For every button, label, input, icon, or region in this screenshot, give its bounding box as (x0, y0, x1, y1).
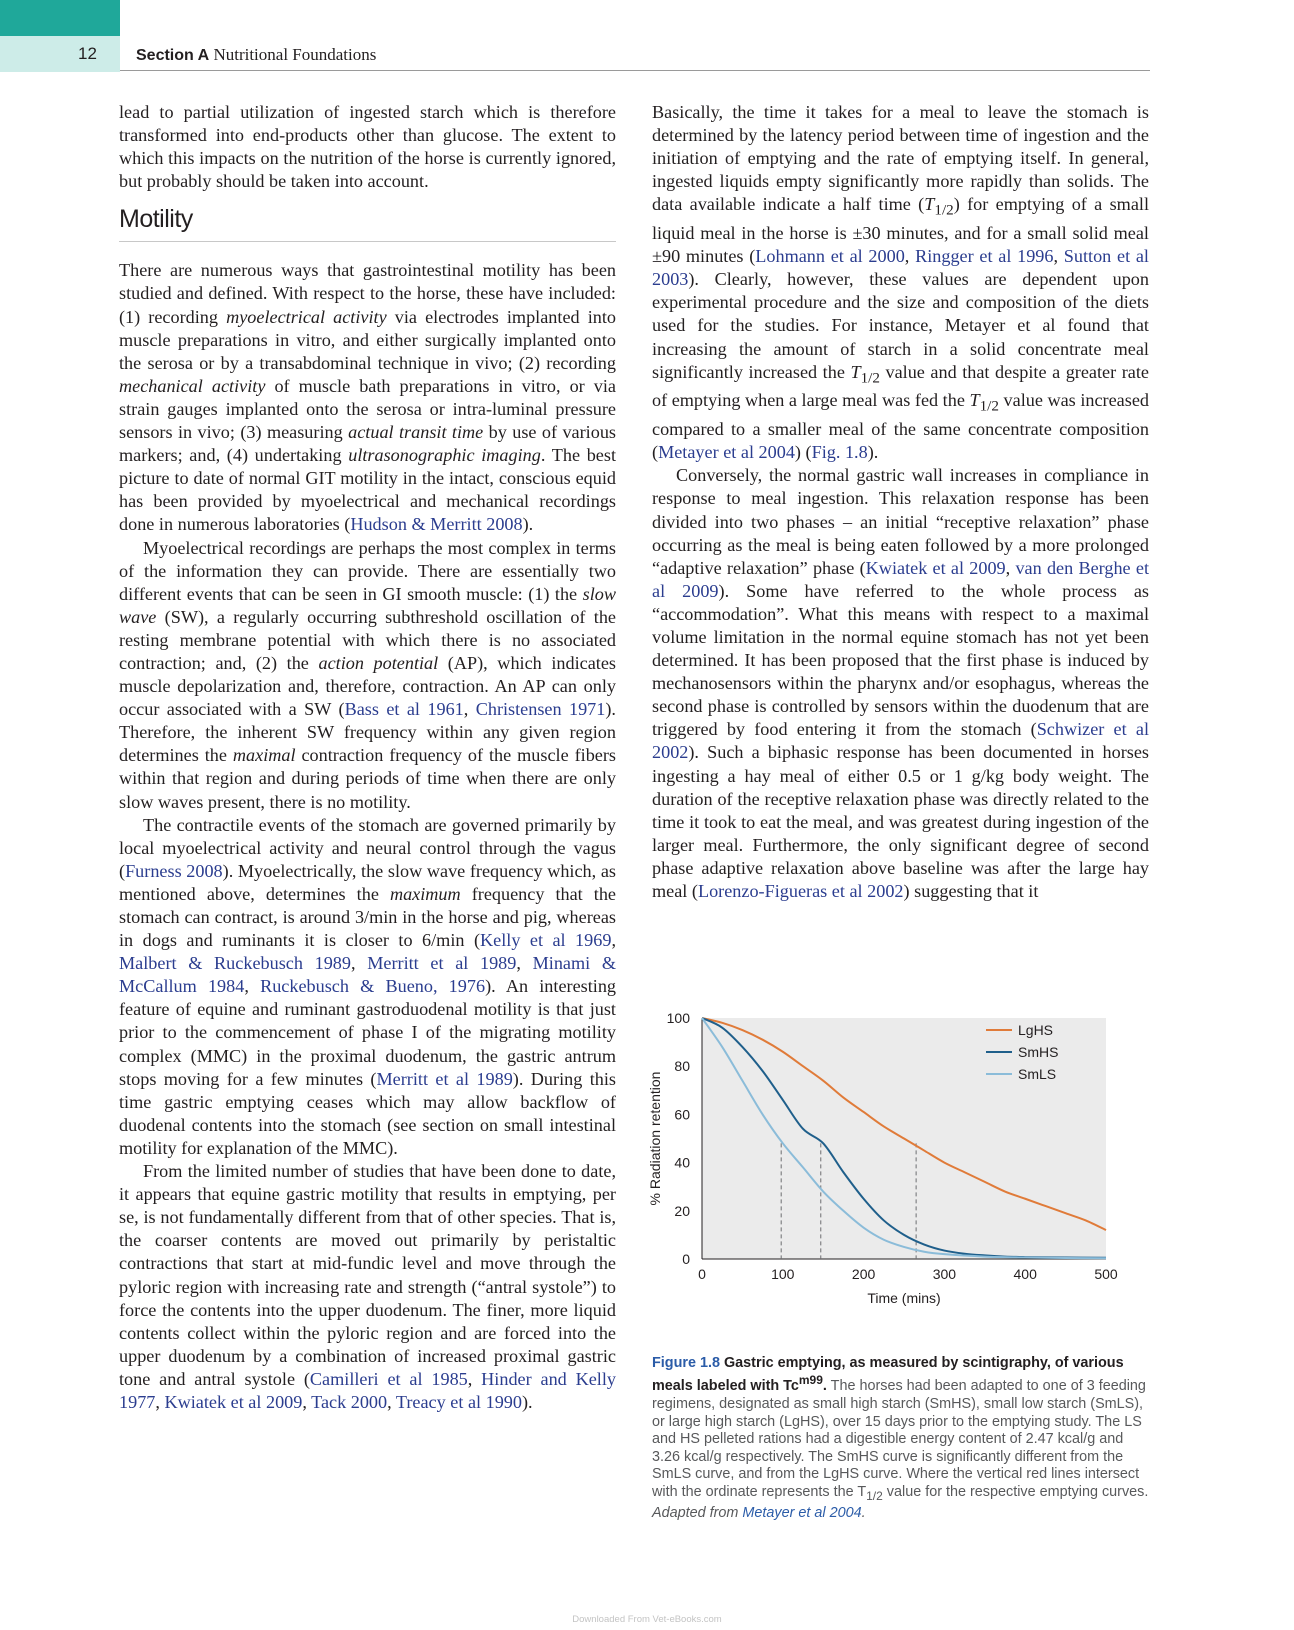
left-column (119, 101, 616, 1414)
paragraph-methods: There are numerous ways that gastrointestinal motility has been studied and defined. With respect to the horse, these have included: (1) recording myoelectrical activity via electrodes implanted into muscle preparations in vitro, and either surgically implanted onto the serosa or by a transabdominal technique in vivo; (2) recording mechanical activity of muscle bath preparations in vitro, or via strain gauges implanted onto the serosa or intra-luminal pressure sensors in vivo; (3) measuring actual transit time by use of various markers; and, (4) undertaking ultrasonographic imaging. The best picture to date of normal GIT motility in the intact, conscious equid has been provided by myoelectrical and mechanical recordings done in numerous laboratories (Hudson & Merritt 2008). (119, 260, 617, 535)
citation-link[interactable]: Kwiatek et al 2009 (865, 557, 1006, 578)
citation-link[interactable]: Bass et al 1961 (344, 699, 464, 720)
figure-link[interactable]: Fig. 1.8 (811, 442, 868, 463)
y-tick-label: 20 (674, 1202, 690, 1219)
header-page-tab (0, 36, 120, 72)
figure-source: Adapted from Metayer et al 2004. (652, 1505, 866, 1522)
legend-label: SmLS (1018, 1066, 1057, 1082)
intro-paragraph: lead to partial utilization of ingested starch which is therefore transformed into end-products other than glucose. The extent to which this impacts on the nutrition of the horse is currently ignored, but probably should be taken into account. (119, 102, 616, 192)
citation-link[interactable]: Metayer et al 2004 (742, 1505, 862, 1522)
citation-link[interactable]: Merritt et al 1989 (367, 953, 517, 974)
citation-link[interactable]: Merritt et al 1989 (376, 1068, 513, 1089)
header-rule (120, 70, 1150, 71)
citation-link[interactable]: Schwizer et al 2002 (652, 719, 1150, 763)
gastric-emptying-chart (646, 1006, 1146, 1346)
x-tick-label: 300 (932, 1266, 957, 1282)
y-tick-label: 80 (674, 1058, 690, 1075)
footer-watermark: Downloaded From Vet-eBooks.com (572, 1614, 722, 1625)
running-header (136, 45, 376, 65)
citation-link[interactable]: Hudson & Merritt 2008 (350, 514, 523, 535)
citation-link[interactable]: Kelly et al 1969 (480, 930, 612, 951)
figure-body: The horses had been adapted to one of 3 feeding regimens, designated as small high starch (SmHS), small low starch (SmLS), or large high starch (LgHS), over 15 days prior to the emptying study. The LS and HS pelleted rations had a digestible energy content of 2.47 kcal/g and 3.26 kcal/g respectively. The SmHS curve is significantly different from the SmLS curve, and from the LgHS curve. Where the vertical red lines intersect with the ordinate represents the $T_{1/2}$ value for the respective emptying curves. (652, 1378, 1149, 1503)
x-axis-title: Time (mins) (867, 1290, 941, 1306)
page-number: 12 (78, 44, 97, 63)
paragraph-myoelectrical: Myoelectrical recordings are perhaps the most complex in terms of the information they can provide. There are essentially two different events that can be seen in GI smooth muscle: (1) the slow wave (SW), a regularly occurring subthreshold oscillation of the resting membrane potential with which there is no associated contraction; and, (2) the action potential (AP), which indicates muscle depolarization and, therefore, contraction. An AP can only occur associated with a SW (Bass et al 1961, Christensen 1971). Therefore, the inherent SW frequency within any given region determines the maximal contraction frequency of the muscle fibers within that region and during periods of time when there are only slow waves present, there is no motility. (119, 537, 617, 812)
section-label: Section A (136, 47, 210, 64)
figure-chart (646, 1006, 1146, 1346)
citation-link[interactable]: Sutton et al 2003 (652, 246, 1149, 290)
citation-link[interactable]: van den Berghe et al 2009 (652, 557, 1150, 601)
citation-link[interactable]: Ringger et al 1996 (915, 246, 1054, 267)
citation-link[interactable]: Ruckebusch & Bueno, 1976 (260, 976, 486, 997)
citation-link[interactable]: Lohmann et al 2000 (755, 246, 905, 267)
x-tick-label: 0 (698, 1266, 706, 1282)
y-tick-label: 0 (682, 1251, 690, 1267)
section-title: Nutritional Foundations (213, 45, 377, 64)
x-tick-label: 500 (1094, 1266, 1118, 1282)
section-heading: Motility (119, 203, 616, 242)
legend-label: SmHS (1018, 1044, 1059, 1060)
y-axis-title: % Radiation retention (647, 1071, 663, 1206)
figure-caption (652, 1355, 1150, 1523)
x-tick-label: 400 (1013, 1266, 1037, 1282)
citation-link[interactable]: Metayer et al 2004 (658, 442, 795, 463)
citation-link[interactable]: Hinder and Kelly 1977 (119, 1368, 617, 1412)
citation-link[interactable]: Minami & McCallum 1984 (119, 953, 616, 997)
legend-label: LgHS (1018, 1022, 1054, 1038)
right-column (652, 101, 1149, 903)
citation-link[interactable]: Malbert & Ruckebusch 1989 (119, 953, 351, 974)
citation-link[interactable]: Tack 2000 (311, 1391, 388, 1412)
citation-link[interactable]: Furness 2008 (125, 860, 223, 881)
citation-link[interactable]: Kwiatek et al 2009 (164, 1391, 303, 1412)
paragraph-half-time: Basically, the time it takes for a meal to leave the stomach is determined by the latency period between time of ingestion and the initiation of emptying and the rate of emptying itself. In general, ingested liquids empty significantly more rapidly than solids. The data available indicate a half time $(T_{1/2})$ for emptying of a small liquid meal in the horse is ±30 minutes, and for a small solid meal ±90 minutes (Lohmann et al 2000, Ringger et al 1996, Sutton et al 2003). Clearly, however, these values are dependent upon experimental procedure and the size and composition of the diets used for the studies. For instance, Metayer et al found that increasing the amount of starch in a solid concentrate meal significantly increased the $T_{1/2}$ value and that despite a greater rate of emptying when a large meal was fed the $T_{1/2}$ value was increased compared to a smaller meal of the same concentrate composition (Metayer et al 2004) (Fig. 1.8). (652, 102, 1149, 463)
x-tick-label: 200 (851, 1266, 876, 1282)
citation-link[interactable]: Camilleri et al 1985 (309, 1368, 468, 1389)
header-accent-block (0, 0, 120, 36)
figure-title: Gastric emptying, as measured by scintigraphy, of various meals labeled with $Tc^{m99}$. (652, 1355, 1124, 1395)
x-tick-label: 100 (771, 1266, 795, 1282)
paragraph-relaxation: Conversely, the normal gastric wall increases in compliance in response to meal ingestion. This relaxation response has been divided into two phases – an initial “receptive relaxation” phase occurring as the meal is being eaten followed by a more prolonged “adaptive relaxation” phase (Kwiatek et al 2009, van den Berghe et al 2009). Some have referred to the whole process as “accommodation”. What this means with respect to a maximal volume limitation in the normal equine stomach has not yet been determined. It has been proposed that the first phase is induced by mechanosensors within the pharynx and/or esophagus, whereas the second phase is controlled by sensors within the duodenum that are triggered by food entering it from the stomach (Schwizer et al 2002). Such a biphasic response has been documented in horses ingesting a hay meal of either 0.5 or 1 g/kg body weight. The duration of the receptive relaxation phase was directly related to the time it took to eat the meal, and was greatest during ingestion of the larger meal. Furthermore, the only significant degree of second phase adaptive relaxation above baseline was after the large hay meal (Lorenzo-Figueras et al 2002) suggesting that it (652, 465, 1150, 902)
paragraph-contractile: The contractile events of the stomach are governed primarily by local myoelectrical activity and neural control through the vagus (Furness 2008). Myoelectrically, the slow wave frequency which, as mentioned above, determines the maximum frequency that the stomach can contract, is around 3/min in the horse and pig, whereas in dogs and ruminants it is closer to 6/min (Kelly et al 1969, Malbert & Ruckebusch 1989, Merritt et al 1989, Minami & McCallum 1984, Ruckebusch & Bueno, 1976). An interesting feature of equine and ruminant gastroduodenal motility is that just prior to the commencement of phase I of the migrating motility complex (MMC) in the proximal duodenum, the gastric antrum stops moving for a few minutes (Merritt et al 1989). During this time gastric emptying ceases which may allow backflow of duodenal contents into the stomach (see section on small intestinal motility for explanation of the MMC). (119, 814, 617, 1158)
y-tick-label: 100 (666, 1010, 690, 1026)
citation-link[interactable]: Treacy et al 1990 (395, 1391, 522, 1412)
citation-link[interactable]: Christensen 1971 (475, 699, 606, 720)
y-tick-label: 40 (674, 1154, 690, 1171)
citation-link[interactable]: Lorenzo-Figueras et al 2002 (697, 881, 904, 902)
y-tick-label: 60 (674, 1106, 690, 1123)
figure-label: Figure 1.8 (652, 1355, 720, 1371)
paragraph-emptying: From the limited number of studies that have been done to date, it appears that equine gastric motility that results in emptying, per se, is not fundamentally different from that of other species. That is, the coarser contents are moved out primarily by peristaltic contractions that start at mid-fundic level and move through the pyloric region with increasing rate and strength (“antral systole”) to force the contents into the upper duodenum. The finer, more liquid contents collect within the pyloric region and are forced into the upper duodenum by a combination of increased proximal gastric tone and antral systole (Camilleri et al 1985, Hinder and Kelly 1977, Kwiatek et al 2009, Tack 2000, Treacy et al 1990). (119, 1161, 617, 1412)
